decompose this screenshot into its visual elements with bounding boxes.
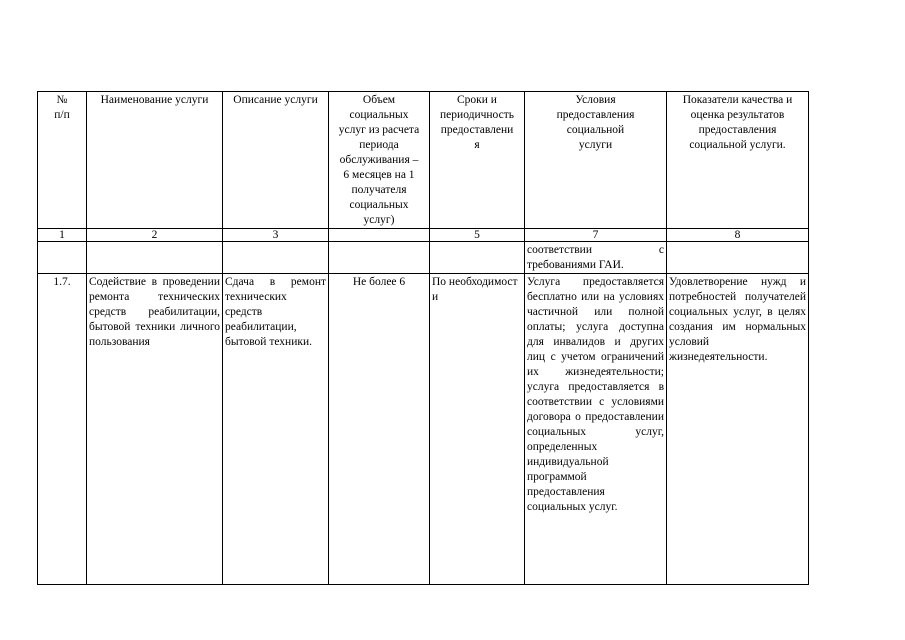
row-quality-indicators: Удовлетворение нужд и потребностей получателей социальных услуг, в целях создания им нормальных условий жизнедеятельности. bbox=[667, 274, 809, 585]
column-number-3: 3 bbox=[223, 229, 329, 242]
header-service-volume: Объем социальных услуг из расчета периода обслуживания – 6 месяцев на 1 получателя социальных услуг) bbox=[329, 92, 430, 229]
header-number: № п/п bbox=[38, 92, 87, 229]
continuation-cell-empty bbox=[223, 242, 329, 274]
continuation-cell-empty bbox=[87, 242, 223, 274]
header-service-description: Описание услуги bbox=[223, 92, 329, 229]
continuation-cell-empty bbox=[38, 242, 87, 274]
services-table bbox=[37, 91, 809, 585]
header-quality-indicators: Показатели качества и оценка результатов предоставления социальной услуги. bbox=[667, 92, 809, 229]
column-number-4 bbox=[329, 229, 430, 242]
table-header-row bbox=[38, 92, 809, 229]
column-number-5: 5 bbox=[430, 229, 525, 242]
header-service-conditions: Условия предоставления социальной услуги bbox=[525, 92, 667, 229]
header-service-name: Наименование услуги bbox=[87, 92, 223, 229]
column-number-row bbox=[38, 229, 809, 242]
continuation-row bbox=[38, 242, 809, 274]
continuation-cell-empty bbox=[329, 242, 430, 274]
column-number-7: 8 bbox=[667, 229, 809, 242]
row-number: 1.7. bbox=[38, 274, 87, 585]
continuation-conditions-text: соответствии с требованиями ГАИ. bbox=[525, 242, 667, 274]
row-service-frequency: По необходимост и bbox=[430, 274, 525, 585]
continuation-cell-empty bbox=[430, 242, 525, 274]
header-service-frequency: Сроки и периодичность предоставлени я bbox=[430, 92, 525, 229]
column-number-1: 1 bbox=[38, 229, 87, 242]
column-number-6: 7 bbox=[525, 229, 667, 242]
continuation-cell-empty bbox=[667, 242, 809, 274]
table-row bbox=[38, 274, 809, 585]
row-service-conditions: Услуга предоставляется бесплатно или на условиях частичной или полной оплаты; услуга доступна для инвалидов и других лиц с учетом ограничений их жизнедеятельности; услуга предоставляется в соответствии с условиями договора о предоставлении социальных услуг, определенных индивидуальной программой предоставления социальных услуг. bbox=[525, 274, 667, 585]
row-service-description: Сдача в ремонт технических средств реабилитации, бытовой техники. bbox=[223, 274, 329, 585]
row-service-name: Содействие в проведении ремонта технических средств реабилитации, бытовой техники личного пользования bbox=[87, 274, 223, 585]
row-service-volume: Не более 6 bbox=[329, 274, 430, 585]
column-number-2: 2 bbox=[87, 229, 223, 242]
